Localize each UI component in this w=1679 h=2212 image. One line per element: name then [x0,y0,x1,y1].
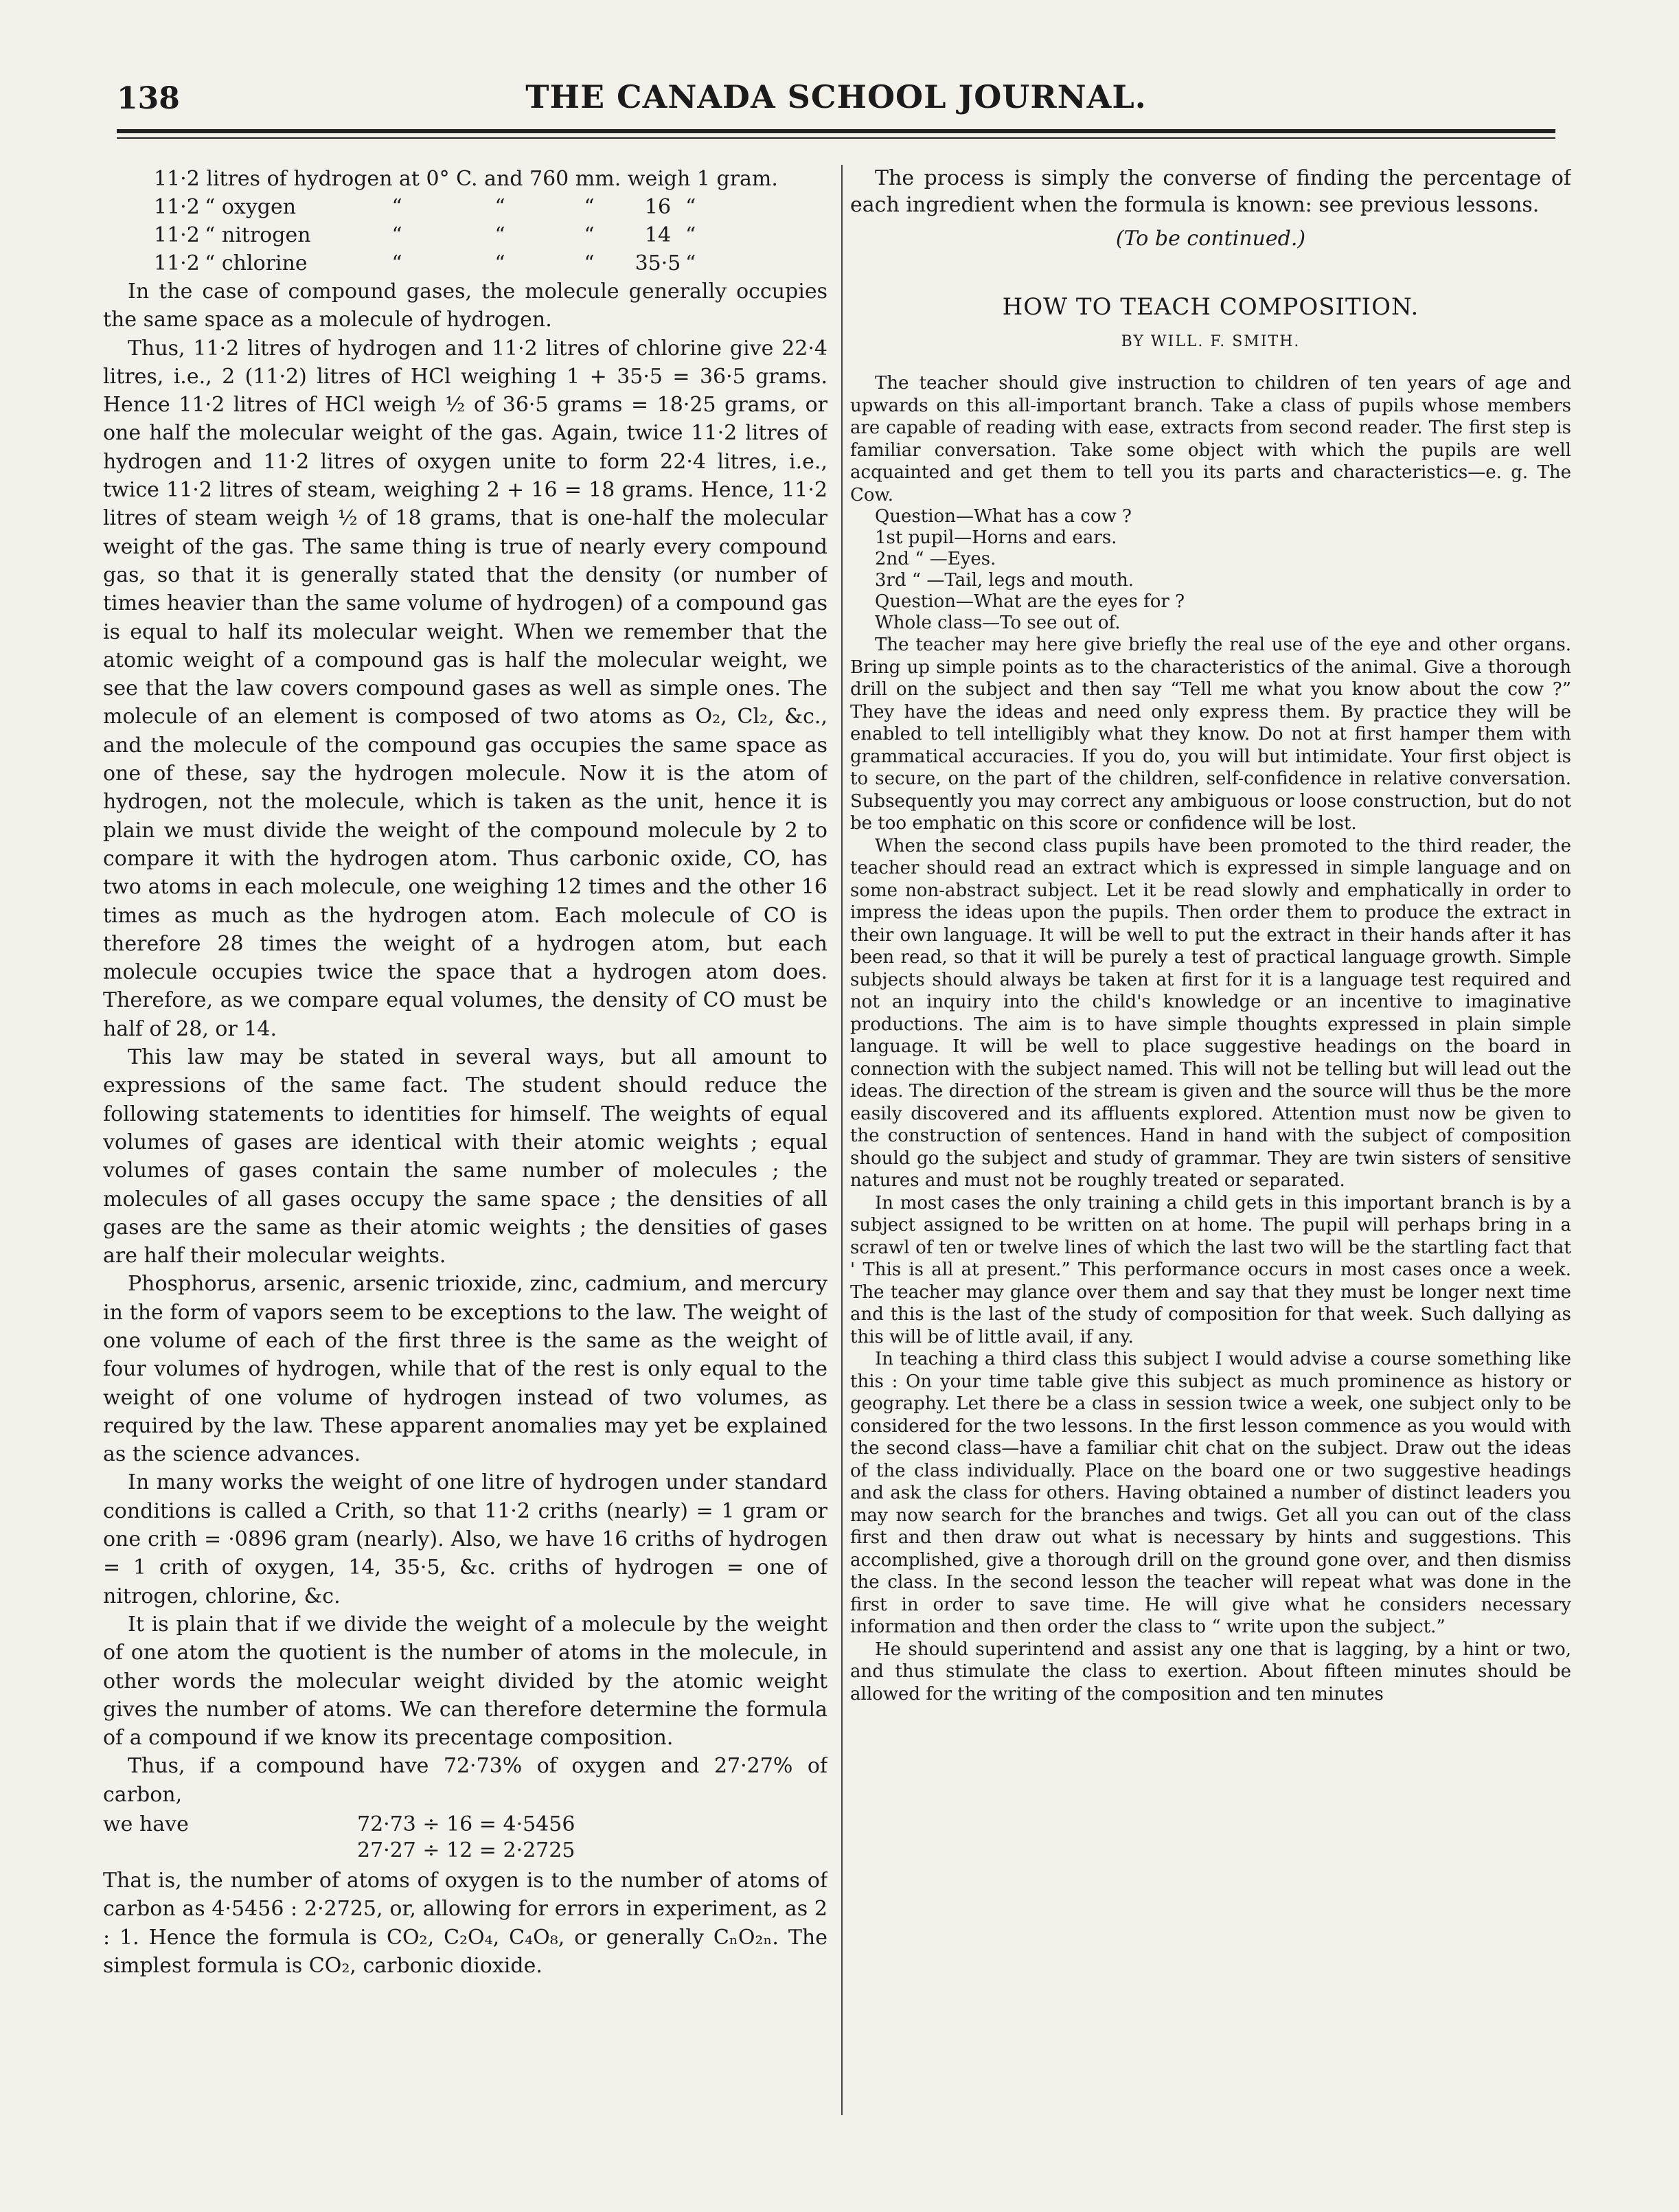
header-rule-thick [117,129,1555,133]
paragraph-law-statements: This law may be stated in several ways, but all amount to expressions of the same fact. The student should reduce the following statements to identities for himself. The weights of equal volumes of gases are identical with their atomic weights ; equal volumes of gases contain the same number of molecules ; the molecules of all gases occupy the same space ; the densities of all gases are the same as their atomic weights ; the densities of gases are half their molecular weights. [103,1045,827,1268]
table-cell-ditto: “ [584,251,595,275]
table-cell-value: 35·5 [635,251,681,275]
table-cell-qty: 11·2 [154,251,200,275]
paragraph-compound-gases: In the case of compound gases, the molecule generally occupies the same space as a molecule of hydrogen. [103,280,827,332]
dialogue-line: Question—What has a cow ? [875,506,1132,527]
table-cell-gas: “ chlorine [205,251,308,275]
table-cell-ditto: “ [494,251,505,275]
paragraph-instruction: The teacher should give instruction to children of ten years of age and upwards on this all-important branch. Take a class of pupils whose members are capable of reading with ease, extracts from second reader. The first step is familiar conversation. Take some object with which the pupils are well acquainted and get them to tell you its parts and characteristics—e. g. The Cow. [850,373,1571,505]
paragraph-example-intro: Thus, if a compound have 72·73% of oxygen and 27·27% of carbon, [103,1754,827,1807]
paragraph-hcl-example: Thus, 11·2 litres of hydrogen and 11·2 litres of chlorine give 22·4 litres, i.e., 2 (11·2) litres of HCl weighing 1 + 35·5 = 36·5 grams. Hence 11·2 litres of HCl weigh ½ of 36·5 grams = 18·25 grams, or one half the molecular weight of the gas. Again, twice 11·2 litres of hydrogen and 11·2 litres of oxygen unite to form 22·4 litres, i.e., twice 11·2 litres of steam, weighing 2 + 16 = 18 grams. Hence, 11·2 litres of steam weigh ½ of 18 grams, that is one-half the molecular weight of the gas. The same thing is true of nearly every compound gas, so that it is generally stated that the density (or number of times heavier than the same volume of hydrogen) of a compound gas is equal to half its molecular weight. When we remember that the atomic weight of a compound gas is half the molecular weight, we see that the law covers compound gases as well as simple ones. The molecule of an element is composed of two atoms as O₂, Cl₂, &c., and the molecule of the compound gas occupies the same space as one of these, say the hydrogen molecule. Now it is the atom of hydrogen, not the molecule, which is taken as the unit, hence it is plain we must divide the weight of the compound molecule by 2 to compare it with the hydrogen atom. Thus carbonic oxide, CO, has two atoms in each molecule, one weighing 12 times and the other 16 times as much as the hydrogen atom. Each molecule of CO is therefore 28 times the weight of a hydrogen atom, but each molecule occupies twice the space that a hydrogen atom does. Therefore, as we compare equal volumes, the density of CO must be half of 28, or 14. [103,336,827,1041]
paragraph-crith: In many works the weight of one litre of hydrogen under standard conditions is called a Crith, so that 11·2 criths (nearly) = 1 gram or one crith = ·0896 gram (nearly). Also, we have 16 criths of hydrogen = 1 crith of oxygen, 14, 35·5, &c. criths of hydrogen = one of nitrogen, chlorine, &c. [103,1470,827,1608]
table-row [154,249,806,277]
to-be-continued: (To be continued.) [1115,227,1306,251]
paragraph-conclusion: That is, the number of atoms of oxygen is to the number of atoms of carbon as 4·5456 : 2·2725, or, allowing for errors in experiment, as 2 : 1. Hence the formula is CO₂, C₂O₄, C₄O₈, or generally CₙO₂ₙ. The simplest formula is CO₂, carbonic dioxide. [103,1869,827,1978]
table-cell-qty: 11·2 [154,167,200,191]
table-cell-gas: litres of hydrogen at 0° C. and 760 mm. weigh 1 gram. [206,167,778,191]
table-cell-ditto: “ [391,223,402,247]
calc-lead: we have [103,1812,189,1837]
paragraph-exceptions: Phosphorus, arsenic, arsenic trioxide, zinc, cadmium, and mercury in the form of vapors seem to be exceptions to the law. The weight of one volume of each of the first three is the same as the weight of four volumes of hydrogen, while that of the rest is only equal to the weight of one volume of hydrogen instead of two volumes, as required by the law. These apparent anomalies may yet be explained as the science advances. [103,1272,827,1467]
table-row [154,193,806,221]
paragraph-third-reader: When the second class pupils have been promoted to the third reader, the teacher should read an extract which is expressed in simple language and on some non-abstract subject. Let it be read slowly and emphatically in order to impress the ideas upon the pupils. Then order them to produce the extract in their own language. It will be well to put the extract in their hands after it has been read, so that it will be purely a test of practical language growth. Simple subjects should always be taken at first for it is a language test required and not an inquiry into the child's knowledge or an incentive to imaginative productions. The aim is to have simple thoughts expressed in plain simple language. It will be well to place suggestive headings on the board in connection with the subject named. This will not be telling but will lead out the ideas. The direction of the stream is given and the source will thus be the more easily discovered and its affluents explored. Attention must now be given to the construction of sentences. Hand in hand with the subject of composition should go the subject and study of grammar. They are twin sisters of sensitive natures and must not be roughly treated or separated. [850,835,1571,1191]
calculation-block [103,1812,827,1864]
paragraph-superintend: He should superintend and assist any one that is lagging, by a hint or two, and thus stimulate the class to exertion. About fifteen minutes should be allowed for the writing of the composition and ten minutes [850,1639,1571,1704]
table-cell-ditto: “ [391,251,402,275]
table-cell-ditto: “ [685,251,696,275]
table-cell-ditto: “ [584,195,595,219]
header-rule-thin [117,137,1555,139]
table-row [154,165,806,193]
table-cell-ditto: “ [685,223,696,247]
dialogue-block [875,506,1571,634]
dialogue-line: 2nd “ —Eyes. [875,549,996,569]
dialogue-line: Whole class—To see out of. [875,613,1121,633]
calc-line-carbon: 27·27 ÷ 12 = 2·2725 [357,1838,575,1863]
right-column [850,165,1571,2129]
paragraph-third-class: In teaching a third class this subject I would advise a course something like this : On your time table give this subject as much prominence as history or geography. Let there be a class in session twice a week, one subject only to be considered for the two lessons. In the first lesson commence as you would with the second class—have a familiar chit chat on the subject. Draw out the ideas of the class individually. Place on the board one or two suggestive headings and ask the class for others. Having obtained a number of distinct leaders you may now search for the branches and twigs. Get all you can out of the class first and then draw out what is necessary by hints and suggestions. This accomplished, give a thorough drill on the ground gone over, and then dismiss the class. In the second lesson the teacher will repeat what was done in the first in order to save time. He will give what he considers necessary information and then order the class to “ write upon the subject.” [850,1349,1571,1637]
table-cell-gas: “ oxygen [205,195,297,219]
table-cell-value: 16 [644,195,672,219]
gas-weight-table [154,165,806,277]
article-title: HOW TO TEACH COMPOSITION. [1002,293,1419,321]
table-cell-ditto: “ [494,223,505,247]
table-cell-ditto: “ [584,223,595,247]
table-row [154,221,806,249]
dialogue-line: Question—What are the eyes for ? [875,591,1185,612]
page-header [117,74,1555,122]
left-column [103,165,827,2129]
dialogue-line: 3rd “ —Tail, legs and mouth. [875,570,1134,591]
paragraph-home-training: In most cases the only training a child gets in this important branch is by a subject assigned to be written on at home. The pupil will perhaps bring in a scrawl of ten or twelve lines of which the last two will be the startling fact that ' This is all at present.” This performance occurs in most cases once a week. The teacher may glance over them and say that they must be longer next time and this is the last of the study of composition for that week. Such dallying as this will be of little avail, if any. [850,1192,1571,1347]
table-cell-ditto: “ [391,195,402,219]
paragraph-organs: The teacher may here give briefly the real use of the eye and other organs. Bring up simple points as to the characteristics of the animal. Give a thorough drill on the subject and then say “Tell me what you know about the cow ?” They have the ideas and need only express them. By practice they will be enabled to tell intelligibly what they know. Do not at first hamper them with grammatical accuracies. If you do, you will but intimidate. Your first object is to secure, on the part of the children, self-confidence in relative conversation. Subsequently you may correct any ambiguous or loose construction, but do not be too emphatic on this score or confidence will be lost. [850,635,1571,834]
article-byline: BY WILL. F. SMITH. [1121,332,1301,350]
journal-title: THE CANADA SCHOOL JOURNAL. [525,78,1147,115]
table-cell-gas: “ nitrogen [205,223,311,247]
paragraph-converse: The process is simply the converse of finding the percentage of each ingredient when the formula is known: see previous lessons. [850,166,1571,217]
table-cell-qty: 11·2 [154,223,200,247]
table-cell-qty: 11·2 [154,195,200,219]
table-cell-ditto: “ [494,195,505,219]
table-cell-value: 14 [644,223,672,247]
calc-line-oxygen: 72·73 ÷ 16 = 4·5456 [357,1812,575,1837]
paragraph-formula-method: It is plain that if we divide the weight of a molecule by the weight of one atom the quotient is the number of atoms in the molecule, in other words the molecular weight divided by the atomic weight gives the number of atoms. We can therefore determine the formula of a compound if we know its precentage composition. [103,1612,827,1751]
column-divider [841,165,843,2115]
table-cell-ditto: “ [685,195,696,219]
dialogue-line: 1st pupil—Horns and ears. [875,527,1117,548]
page-number: 138 [117,81,180,116]
